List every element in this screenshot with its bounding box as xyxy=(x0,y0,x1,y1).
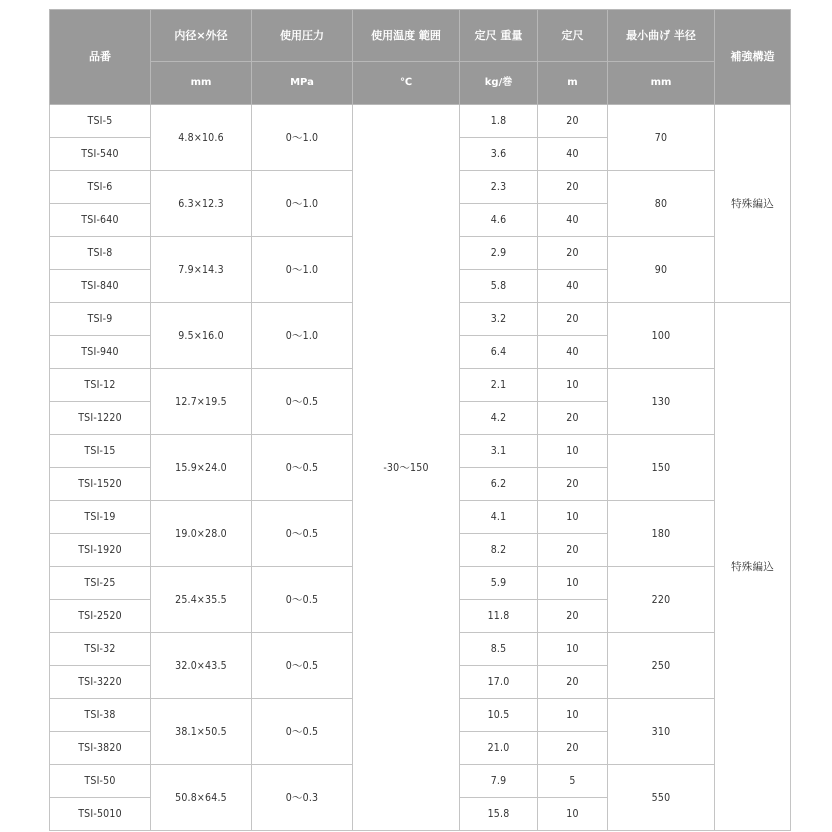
cell-weight: 6.4 xyxy=(460,336,538,369)
cell-part-no: TSI-1920 xyxy=(50,534,151,567)
cell-length: 40 xyxy=(538,270,608,303)
cell-diameter: 4.8×10.6 xyxy=(151,105,252,171)
cell-weight: 5.9 xyxy=(460,567,538,600)
cell-length: 20 xyxy=(538,237,608,270)
cell-weight: 4.2 xyxy=(460,402,538,435)
header-part-no: 品番 xyxy=(50,10,151,105)
cell-bend-radius: 90 xyxy=(608,237,715,303)
cell-bend-radius: 310 xyxy=(608,699,715,765)
cell-length: 10 xyxy=(538,435,608,468)
cell-pressure: 0〜0.3 xyxy=(252,765,353,831)
cell-bend-radius: 100 xyxy=(608,303,715,369)
cell-part-no: TSI-8 xyxy=(50,237,151,270)
cell-part-no: TSI-840 xyxy=(50,270,151,303)
cell-pressure: 0〜1.0 xyxy=(252,105,353,171)
cell-part-no: TSI-6 xyxy=(50,171,151,204)
cell-part-no: TSI-1220 xyxy=(50,402,151,435)
cell-length: 10 xyxy=(538,501,608,534)
cell-weight: 17.0 xyxy=(460,666,538,699)
cell-pressure: 0〜0.5 xyxy=(252,369,353,435)
cell-temperature-range: -30〜150 xyxy=(353,105,460,831)
cell-part-no: TSI-12 xyxy=(50,369,151,402)
cell-diameter: 6.3×12.3 xyxy=(151,171,252,237)
cell-bend-radius: 220 xyxy=(608,567,715,633)
cell-pressure: 0〜0.5 xyxy=(252,699,353,765)
cell-part-no: TSI-9 xyxy=(50,303,151,336)
cell-bend-radius: 80 xyxy=(608,171,715,237)
table-body xyxy=(50,105,791,831)
cell-weight: 21.0 xyxy=(460,732,538,765)
header-bend-radius: 最小曲げ 半径 xyxy=(608,10,715,62)
cell-part-no: TSI-5 xyxy=(50,105,151,138)
cell-weight: 2.9 xyxy=(460,237,538,270)
cell-weight: 3.2 xyxy=(460,303,538,336)
cell-length: 20 xyxy=(538,105,608,138)
unit-diameter: mm xyxy=(151,62,252,105)
cell-part-no: TSI-19 xyxy=(50,501,151,534)
cell-bend-radius: 180 xyxy=(608,501,715,567)
cell-diameter: 25.4×35.5 xyxy=(151,567,252,633)
header-weight: 定尺 重量 xyxy=(460,10,538,62)
cell-pressure: 0〜1.0 xyxy=(252,237,353,303)
cell-pressure: 0〜0.5 xyxy=(252,633,353,699)
cell-weight: 2.3 xyxy=(460,171,538,204)
cell-length: 10 xyxy=(538,798,608,831)
cell-bend-radius: 250 xyxy=(608,633,715,699)
cell-length: 40 xyxy=(538,138,608,171)
cell-weight: 2.1 xyxy=(460,369,538,402)
cell-diameter: 12.7×19.5 xyxy=(151,369,252,435)
cell-pressure: 0〜0.5 xyxy=(252,501,353,567)
unit-length: m xyxy=(538,62,608,105)
cell-weight: 3.1 xyxy=(460,435,538,468)
cell-weight: 10.5 xyxy=(460,699,538,732)
cell-length: 10 xyxy=(538,633,608,666)
cell-pressure: 0〜0.5 xyxy=(252,567,353,633)
header-row-units xyxy=(50,62,791,105)
cell-pressure: 0〜0.5 xyxy=(252,435,353,501)
cell-diameter: 32.0×43.5 xyxy=(151,633,252,699)
cell-diameter: 9.5×16.0 xyxy=(151,303,252,369)
unit-bend-radius: mm xyxy=(608,62,715,105)
unit-pressure: MPa xyxy=(252,62,353,105)
cell-length: 20 xyxy=(538,468,608,501)
cell-weight: 8.5 xyxy=(460,633,538,666)
cell-length: 20 xyxy=(538,600,608,633)
cell-part-no: TSI-3820 xyxy=(50,732,151,765)
cell-part-no: TSI-3220 xyxy=(50,666,151,699)
cell-diameter: 7.9×14.3 xyxy=(151,237,252,303)
cell-length: 40 xyxy=(538,336,608,369)
header-reinforcement: 補強構造 xyxy=(715,10,791,105)
cell-length: 40 xyxy=(538,204,608,237)
cell-diameter: 19.0×28.0 xyxy=(151,501,252,567)
cell-bend-radius: 130 xyxy=(608,369,715,435)
cell-weight: 8.2 xyxy=(460,534,538,567)
cell-part-no: TSI-15 xyxy=(50,435,151,468)
cell-weight: 7.9 xyxy=(460,765,538,798)
cell-length: 10 xyxy=(538,699,608,732)
cell-length: 20 xyxy=(538,402,608,435)
unit-weight: kg/巻 xyxy=(460,62,538,105)
cell-diameter: 38.1×50.5 xyxy=(151,699,252,765)
cell-weight: 5.8 xyxy=(460,270,538,303)
spec-table xyxy=(49,9,791,831)
cell-length: 5 xyxy=(538,765,608,798)
cell-weight: 3.6 xyxy=(460,138,538,171)
cell-bend-radius: 550 xyxy=(608,765,715,831)
cell-part-no: TSI-32 xyxy=(50,633,151,666)
cell-diameter: 50.8×64.5 xyxy=(151,765,252,831)
cell-reinforcement: 特殊編込 xyxy=(715,105,791,303)
cell-pressure: 0〜1.0 xyxy=(252,303,353,369)
cell-bend-radius: 150 xyxy=(608,435,715,501)
cell-length: 20 xyxy=(538,666,608,699)
cell-part-no: TSI-50 xyxy=(50,765,151,798)
cell-part-no: TSI-25 xyxy=(50,567,151,600)
cell-length: 10 xyxy=(538,369,608,402)
cell-part-no: TSI-5010 xyxy=(50,798,151,831)
header-diameter: 内径×外径 xyxy=(151,10,252,62)
cell-part-no: TSI-38 xyxy=(50,699,151,732)
cell-part-no: TSI-640 xyxy=(50,204,151,237)
cell-part-no: TSI-1520 xyxy=(50,468,151,501)
cell-pressure: 0〜1.0 xyxy=(252,171,353,237)
cell-length: 10 xyxy=(538,567,608,600)
cell-length: 20 xyxy=(538,171,608,204)
cell-weight: 15.8 xyxy=(460,798,538,831)
cell-length: 20 xyxy=(538,732,608,765)
header-length: 定尺 xyxy=(538,10,608,62)
cell-weight: 4.6 xyxy=(460,204,538,237)
cell-part-no: TSI-540 xyxy=(50,138,151,171)
cell-diameter: 15.9×24.0 xyxy=(151,435,252,501)
cell-part-no: TSI-940 xyxy=(50,336,151,369)
cell-length: 20 xyxy=(538,534,608,567)
header-pressure: 使用圧力 xyxy=(252,10,353,62)
cell-weight: 1.8 xyxy=(460,105,538,138)
cell-weight: 11.8 xyxy=(460,600,538,633)
table-row xyxy=(50,105,791,138)
header-temperature: 使用温度 範囲 xyxy=(353,10,460,62)
unit-temperature: ℃ xyxy=(353,62,460,105)
cell-bend-radius: 70 xyxy=(608,105,715,171)
cell-reinforcement: 特殊編込 xyxy=(715,303,791,831)
cell-weight: 4.1 xyxy=(460,501,538,534)
cell-length: 20 xyxy=(538,303,608,336)
table-header xyxy=(50,10,791,105)
header-row-labels xyxy=(50,10,791,62)
cell-part-no: TSI-2520 xyxy=(50,600,151,633)
cell-weight: 6.2 xyxy=(460,468,538,501)
